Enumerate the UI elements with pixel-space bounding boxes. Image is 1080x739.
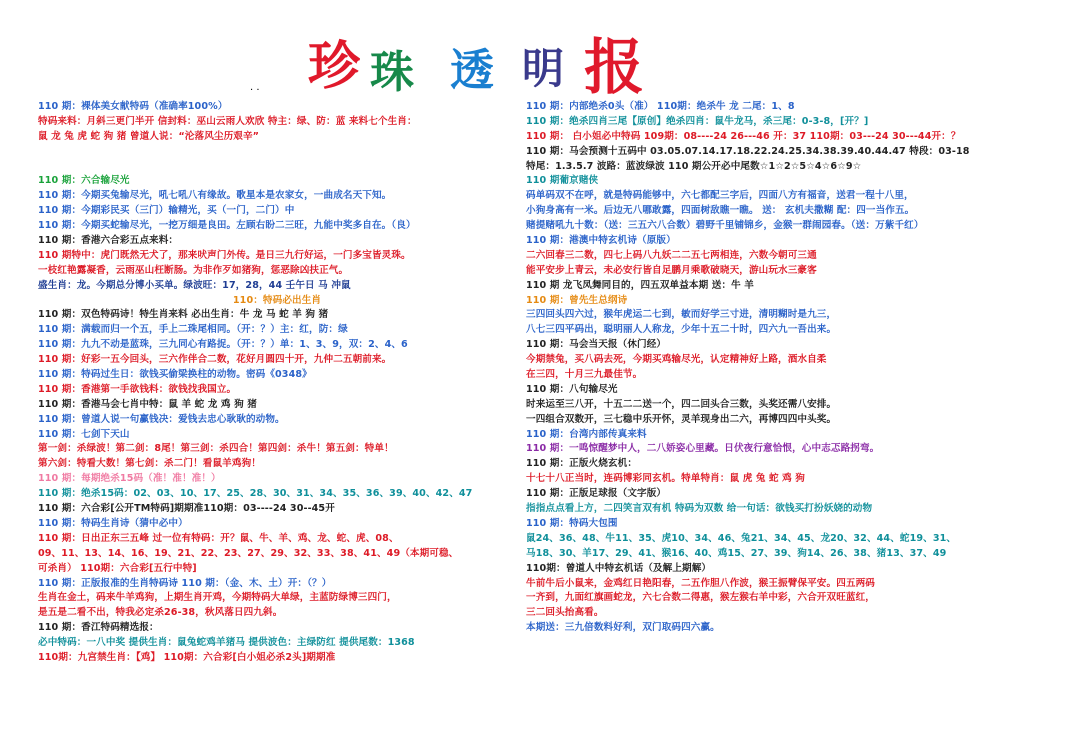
right-text-line: 今期禁兔，买八码去死，今期买鸡输尽光，认定精神好上路，酒水自柔	[526, 354, 827, 366]
right-text-line: 在三四，十月三九最佳节。	[526, 369, 643, 381]
left-text-line: 110 期：九九不动是蓝珠，三九同心有路捉。（开：？）单：1、3、9，双：2、4、6	[38, 339, 408, 351]
right-text-line: 110 期：绝杀四肖三尾【原创】绝杀四肖：鼠牛龙马，杀三尾：0-3-8，[开？]	[526, 115, 869, 127]
left-text-line: 110 期：六合输尽光	[38, 175, 130, 187]
left-text-line: 110 期：裸体美女献特码（准确率100%）	[38, 101, 228, 112]
right-text-line: 110 期： 白小姐必中特码 109期：08----24 26---46 开：37 110期：03---24 30---44开：？	[526, 130, 961, 142]
right-text-line: 赌提赌吼九十数：（送：三五六八合数）碧野千里铺锦乡，金猴一群闹园春。（送：万紫千红）	[526, 220, 924, 232]
left-text-line: 是五是二看不出，特我必定杀26-38，秋风落日四九斜。	[38, 607, 283, 619]
right-column	[526, 100, 1048, 636]
right-text-line: 110 期：八句输尽光	[526, 383, 618, 395]
right-text-line: 110 期：内部绝杀0头（准） 110期：绝杀牛 龙 二尾：1、8	[526, 101, 795, 112]
right-text-line: 110 期 龙飞凤舞同目的，四五双单益本期 送：牛 羊	[526, 279, 754, 291]
left-text-line: 第一剑：杀绿波！第二剑：8尾！第三剑：杀四合！第四剑：杀牛！第五剑：特单！	[38, 443, 394, 455]
right-text-line: 110 期：马会当天报（休门经）	[526, 339, 667, 351]
left-text-line: 110 期：特码过生日：欲钱买偷梁换柱的动物。密码《0348》	[38, 369, 312, 381]
right-text-line: 110 期：港澳中特玄机诗（原版）	[526, 235, 676, 247]
right-text-line: 110 期：一鸣惊醒梦中人，二八娇姿心里藏。日伏夜行意恰恨，心中志忑路拐弯。	[526, 443, 880, 455]
right-text-line: 马18、30、羊17、29、41、猴16、40、鸡15、27、39、狗14、26、38、猪13、37、49	[526, 547, 947, 559]
left-text-line: 110 期：今期彩民买（三门）输精光，买（一门，二门）中	[38, 205, 295, 217]
left-text-line: 特码来料：月斜三更门半开 信封料：巫山云雨人欢欣 特主：绿、防：蓝 来料七个生肖：	[38, 115, 417, 127]
left-text-line: 110 期特中：虎门既然无犬了，那来吠声门外传。是日三九行好运，一门多宝皆灵珠。	[38, 249, 411, 261]
right-text-line: 能平安步上青云，未必安行皆自足鹏月乘歌破晓天，游山玩水三豪客	[526, 264, 817, 276]
left-column	[38, 100, 516, 666]
title-char-2: 珠	[370, 47, 414, 98]
right-text-line: 牛前牛后小鼠来，金鸡红日艳阳春，二五作胆八作波，猴王振臂保平安。四五两码	[526, 577, 875, 589]
left-text-line: 110 期：日出正东三五峰 过一位有特码：开？鼠、牛、羊、鸡、龙、蛇、虎、08、	[38, 532, 399, 544]
left-text-line: 110 期：曾道人说一句赢钱决：爱钱去忠心耿耿的动物。	[38, 413, 285, 425]
left-text-line: 必中特码：一八中奖 提供生肖：鼠兔蛇鸡羊猪马 提供波色：主绿防红 提供尾数：1368	[38, 637, 415, 649]
left-text-line: 盛生肖：龙。今期总分博小买单。绿波旺：17，28，44 壬午日 马 冲鼠	[38, 279, 351, 291]
left-text-line: 110 期：正版报准的生肖特码诗 110 期：（金、木、土）开：（？）	[38, 577, 332, 589]
right-text-line: 二六回春三二数，四七上码八九妖二二五七两相连，六数今朝可三通	[526, 249, 817, 261]
left-text-line: 110 期：好彩一五今回头，三六作伴合二数，花好月圆四十开，九仲二五朝前来。	[38, 354, 392, 366]
right-text-line: 时来运至三八开，十五二二送一个，四二回头合三数，头奖还需八安排。	[526, 398, 837, 410]
right-text-line: 110 期：马会预测十五码中 03.05.07.14.17.18.22.24.25.34.38.39.40.44.47 特段：03-18	[526, 145, 970, 157]
left-text-line: 生肖在金土，码来牛羊鸡狗，上期生肖开鸡，今期特码大单绿，主蓝防绿博三四门，	[38, 592, 397, 604]
page-title	[300, 18, 660, 103]
left-text-line: 110 期：双色特码诗！特生肖来料 必出生肖：牛 龙 马 蛇 羊 狗 猪	[38, 309, 329, 321]
right-text-line: 110 期：特码大包围	[526, 517, 618, 529]
right-text-line: 三二回头抬高看。	[526, 607, 604, 619]
right-text-line: 特尾：1.3.5.7 波路：蓝波绿波 110 期公开必中尾数☆1☆2☆5☆4☆6☆9☆	[526, 160, 862, 172]
title-char-1: 珍	[308, 36, 361, 97]
left-text-line: 鼠 龙 兔 虎 蛇 狗 猪 曾道人说：“沦落风尘历艰辛”	[38, 130, 260, 142]
left-text-line: 第六剑：特看大数！第七剑：杀二门！看鼠羊鸡狗！	[38, 458, 261, 470]
right-text-line: 一四组合双数开，三七稳中乐开怀，灵羊现身出二六，再博四四中头奖。	[526, 413, 837, 425]
left-text-line: 110 期：香港六合彩五点来料：	[38, 235, 179, 247]
left-text-line: 110期：九宫禁生肖：【鸡】 110期：六合彩[白小姐必杀2头]期期准	[38, 651, 336, 663]
title-char-3: 透	[450, 45, 494, 96]
right-text-line: 110 期：台湾内部传真来料	[526, 428, 647, 440]
right-text-line: 110 期：正版足球报（文字版）	[526, 488, 667, 500]
right-text-line: 三四回头四六过，猴年虎运二七到，敏而好学三寸进，清明糊时是九三，	[526, 309, 837, 321]
left-text-line: 110 期：今期买兔输尽光，吼七吼八有缘故。歌星本是农家女，一曲成名天下知。	[38, 190, 392, 202]
left-text-line: 一枝红艳露凝香，云雨巫山枉断肠。为非作歹如猪狗，惩恶除凶扶正气。	[38, 264, 349, 276]
left-text-line: 110 期：今期买蛇输尽光，一挖万细是良田。左顾右盼二三旺，九能中奖多自在。（良）	[38, 220, 416, 232]
left-text-line: 110 期：满载而归一个五，手上二珠尾相同。（开：？）主：红，防：绿	[38, 324, 348, 336]
right-text-line: 本期送：三九倍数料好利，双门取码四六赢。	[526, 622, 720, 634]
decorative-dots: . .	[250, 82, 260, 93]
left-text-line: 110 期：香港第一手欲钱料：欲钱找我国立。	[38, 383, 237, 395]
left-text-line: 110 期：香江特码精选报：	[38, 622, 159, 634]
right-text-line: 十七十八正当时，连码博彩同玄机。特单特肖：鼠 虎 兔 蛇 鸡 狗	[526, 473, 805, 485]
left-text-line: 110 期：香港马会七肖中特：鼠 羊 蛇 龙 鸡 狗 猪	[38, 398, 257, 410]
right-text-line: 一齐到，九面红旗画蛇龙，六七合数二得惠，猴左猴右羊中彩，六合开双旺蓝红，	[526, 592, 875, 604]
right-text-line: 指指点点看上方，二四笑言双有机 特码为双数 给一句话：欲钱买打扮妖娆的动物	[526, 503, 873, 515]
title-char-5: 报	[584, 33, 644, 103]
right-text-line: 码单码双不在呼，就是特码能够中，六七都配三字后，四面八方有福音，送君一程十八里，	[526, 190, 914, 202]
left-text-line: 110：特码必出生肖	[232, 294, 322, 306]
left-text-line: 110 期：绝杀15码：02、03、10、17、25、28、30、31、34、35、36、39、40、42、47	[38, 488, 473, 500]
right-text-line: 八七三四平码出，聪明丽人人称龙，少年十五二十时，四六九一吾出来。	[526, 324, 837, 336]
right-text-line: 小狗身高有一米。后边无八哪敢露，四面树敌瞧一瞧。 送： 玄机夫撒糊 配：四一当作五。	[526, 205, 915, 217]
left-text-line	[38, 145, 516, 160]
left-text-line: 110 期：特码生肖诗（猜中必中）	[38, 517, 188, 529]
left-text-line: 110 期：六合彩[公开TM特码]期期准110期：03----24 30--45开	[38, 503, 335, 515]
left-text-line: 110 期：每期绝杀15码（准！准！准！）	[38, 473, 221, 485]
left-text-line	[38, 160, 516, 175]
left-text-line: 110 期：七剑下天山	[38, 428, 130, 440]
right-text-line: 鼠24、36、48、牛11、35、虎10、34、46、兔21、34、45、龙20、32、44、蛇19、31、	[526, 532, 957, 544]
right-text-line: 110期：曾道人中特玄机话（及解上期解）	[526, 562, 712, 574]
right-text-line: 110 期：正版火烧玄机：	[526, 458, 638, 470]
left-text-line: 09、11、13、14、16、19、21、22、23、27、29、32、33、38、41、49（本期可稳、	[38, 547, 459, 559]
right-text-line: 110 期葡京赌侠	[526, 175, 599, 187]
right-text-line: 110 期：曾先生总纲诗	[526, 294, 628, 306]
title-char-4: 明	[522, 44, 565, 93]
left-text-line: 可杀肖） 110期：六合彩[五行中特]	[38, 562, 197, 574]
